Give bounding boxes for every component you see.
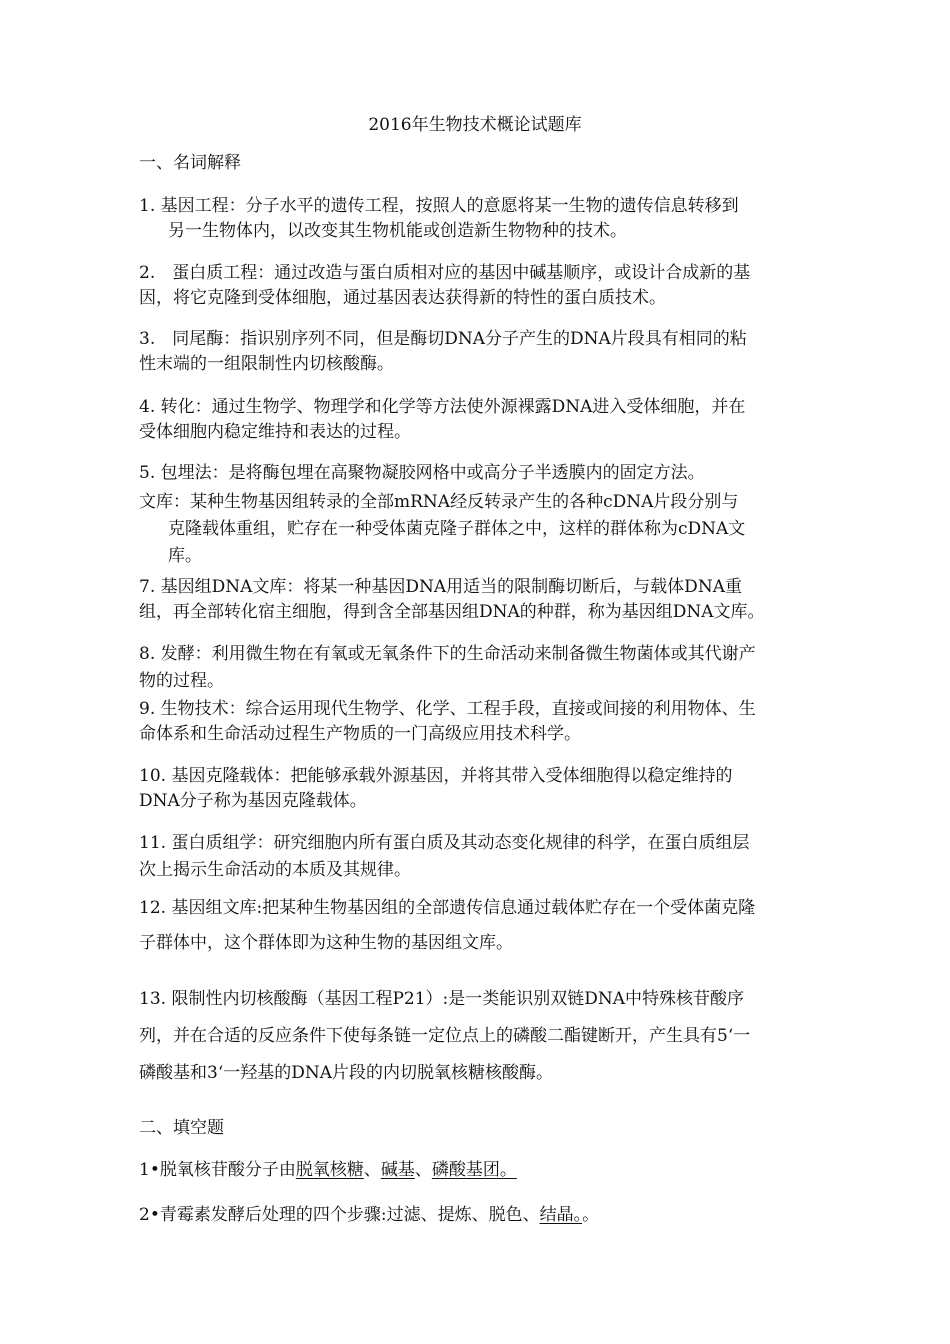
text-line: 9. 生物技术：综合运用现代生物学、化学、工程手段，直接或间接的利用物体、生 bbox=[139, 699, 756, 719]
text-line: 5. 包埋法：是将酶包埋在高聚物凝胶网格中或高分子半透膜内的固定方法。 bbox=[139, 463, 705, 483]
text-line: 因，将它克隆到受体细胞，通过基因表达获得新的特性的蛋白质技术。 bbox=[139, 288, 666, 308]
text-line: 2. 蛋白质工程：通过改造与蛋白质相对应的基因中碱基顺序，或设计合成新的基 bbox=[139, 263, 751, 283]
text-line: 11. 蛋白质组学：研究细胞内所有蛋白质及其动态变化规律的科学，在蛋白质组层 bbox=[139, 833, 750, 853]
section-heading-definitions: 一、名词解释 bbox=[139, 153, 241, 173]
text-line: 12. 基因组文库:把某种生物基因组的全部遗传信息通过载体贮存在一个受体菌克隆 bbox=[139, 898, 756, 918]
text-line: 7. 基因组DNA文库：将某一种基因DNA用适当的限制酶切断后，与载体DNA重 bbox=[139, 577, 742, 597]
text-line: 组，再全部转化宿主细胞，得到含全部基因组DNA的种群，称为基因组DNA文库。 bbox=[139, 602, 765, 622]
text-line: 另一生物体内，以改变其生物机能或创造新生物物种的技术。 bbox=[168, 221, 627, 241]
text-line: 磷酸基和3‘一羟基的DNA片段的内切脱氧核糖核酸酶。 bbox=[139, 1063, 554, 1083]
answer-blank: 碱基 bbox=[380, 1160, 415, 1180]
text-line: 3. 同尾酶：指识别序列不同，但是酶切DNA分子产生的DNA片段具有相同的粘 bbox=[139, 329, 747, 349]
text-line: 命体系和生命活动过程生产物质的一门高级应用技术科学。 bbox=[139, 724, 581, 744]
separator: 、 bbox=[414, 1160, 432, 1180]
question-text: 1•脱氧核苷酸分子由 bbox=[139, 1160, 296, 1180]
text-line: DNA分子称为基因克隆载体。 bbox=[139, 791, 367, 811]
text-line: 物的过程。 bbox=[139, 671, 224, 691]
answer-blank: 结晶。 bbox=[539, 1205, 583, 1225]
text-line: 性末端的一组限制性内切核酸酶。 bbox=[139, 354, 394, 374]
text-line: 4. 转化：通过生物学、物理学和化学等方法使外源裸露DNA进入受体细胞，并在 bbox=[139, 397, 746, 417]
text-line: 克隆载体重组，贮存在一种受体菌克隆子群体之中，这样的群体称为cDNA文 bbox=[168, 519, 746, 539]
trailing-punctuation: 。 bbox=[582, 1205, 600, 1225]
text-line: 文库：某种生物基因组转录的全部mRNA经反转录产生的各种cDNA片段分别与 bbox=[139, 492, 739, 512]
fill-question-2 bbox=[139, 1204, 599, 1226]
text-line: 子群体中，这个群体即为这种生物的基因组文库。 bbox=[139, 933, 513, 953]
separator: 、 bbox=[363, 1160, 381, 1180]
question-text: 2•青霉素发酵后处理的四个步骤:过滤、提炼、脱色、 bbox=[139, 1205, 540, 1225]
text-line: 列，并在合适的反应条件下使每条链一定位点上的磷酸二酯键断开，产生具有5‘一 bbox=[139, 1026, 751, 1046]
text-line: 受体细胞内稳定维持和表达的过程。 bbox=[139, 422, 411, 442]
section-heading-fill-in: 二、填空题 bbox=[139, 1118, 224, 1138]
text-line: 次上揭示生命活动的本质及其规律。 bbox=[139, 860, 411, 880]
text-line: 8. 发酵：利用微生物在有氧或无氧条件下的生命活动来制备微生物菌体或其代谢产 bbox=[139, 644, 756, 664]
text-line: 10. 基因克隆载体：把能够承载外源基因，并将其带入受体细胞得以稳定维持的 bbox=[139, 766, 733, 786]
answer-blank: 脱氧核糖 bbox=[295, 1160, 364, 1180]
document-title: 2016年生物技术概论试题库 bbox=[368, 115, 582, 135]
answer-blank: 磷酸基团。 bbox=[431, 1160, 517, 1180]
fill-question-1 bbox=[139, 1159, 517, 1181]
text-line: 库。 bbox=[168, 546, 202, 566]
text-line: 13. 限制性内切核酸酶（基因工程P21）:是一类能识别双链DNA中特殊核苷酸序 bbox=[139, 989, 745, 1009]
text-line: 1. 基因工程：分子水平的遗传工程，按照人的意愿将某一生物的遗传信息转移到 bbox=[139, 196, 739, 216]
